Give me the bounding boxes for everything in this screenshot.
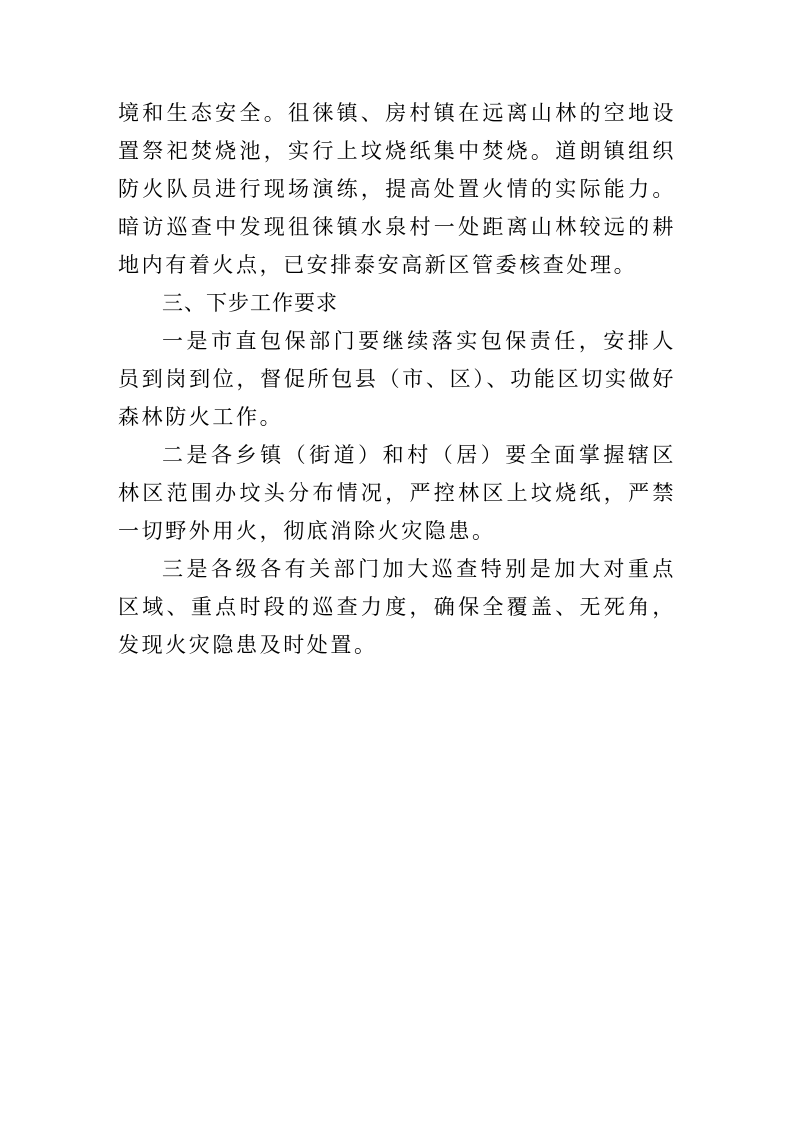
section-heading: 三、下步工作要求	[162, 291, 338, 315]
continued-paragraph: 境和生态安全。徂徕镇、房村镇在远离山林的空地设置祭祀焚烧池，实行上坟烧纸集中焚烧。道朗镇组织防火队员进行现场演练，提高处置火情的实际能力。暗访巡查中发现徂徕镇水泉村一处距离山林较远的耕地内有着火点，已安排泰安高新区管委核查处理。	[118, 101, 676, 277]
requirement-paragraph-3: 三是各级各有关部门加大巡查特别是加大对重点区域、重点时段的巡查力度，确保全覆盖、无死角，发现火灾隐患及时处置。	[118, 557, 676, 657]
requirement-paragraph-2: 二是各乡镇（街道）和村（居）要全面掌握辖区林区范围办坟头分布情况，严控林区上坟烧纸，严禁一切野外用火，彻底消除火灾隐患。	[118, 443, 676, 543]
requirement-paragraph-1: 一是市直包保部门要继续落实包保责任，安排人员到岗到位，督促所包县（市、区）、功能区切实做好森林防火工作。	[118, 329, 676, 429]
